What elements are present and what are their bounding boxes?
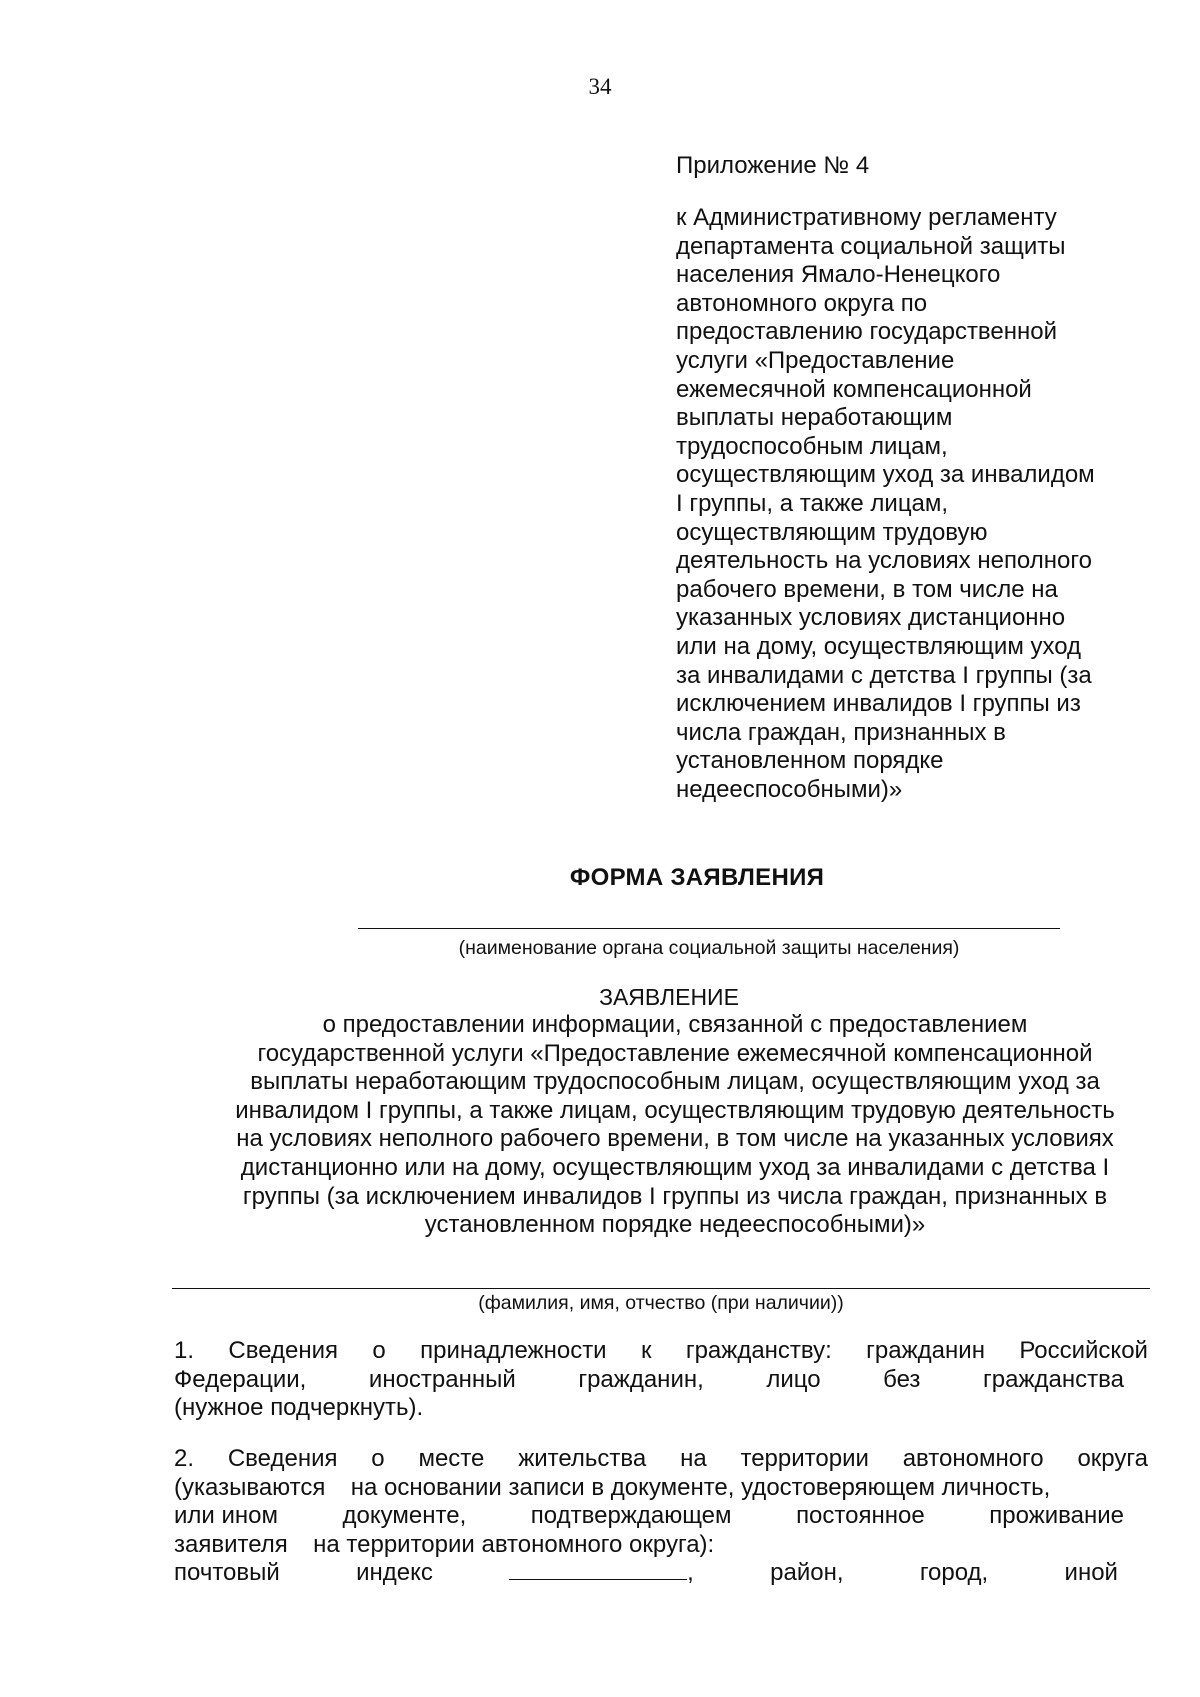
statement-line: группы (за исключением инвалидов I группы из числа граждан, признанных в xyxy=(242,1182,1108,1210)
statement-line: о предоставлении информации, связанной с предоставлением xyxy=(322,1011,1028,1038)
item-residence-address-line: почтовый индекс , район, город, иной xyxy=(174,1559,1118,1587)
word: к xyxy=(640,1337,652,1364)
appendix-reference-line: департамента социальной защиты xyxy=(676,232,1066,260)
word: месте xyxy=(418,1445,485,1472)
word: 2. xyxy=(174,1445,195,1472)
appendix-reference-line: рабочего времени, в том числе на xyxy=(676,575,1058,603)
appendix-reference xyxy=(676,204,1146,804)
word: округа xyxy=(1077,1445,1148,1472)
word: документе, xyxy=(342,1502,467,1530)
word: иностранный xyxy=(368,1365,516,1393)
word: проживание xyxy=(989,1502,1124,1530)
appendix-reference-line: осуществляющим уход за инвалидом xyxy=(676,461,1095,489)
appendix-reference-line: трудоспособным лицам, xyxy=(676,432,948,460)
org-name-blank-line xyxy=(358,928,1060,929)
word: лицо xyxy=(766,1365,821,1393)
fio-caption: (фамилия, имя, отчество (при наличии)) xyxy=(478,1292,844,1314)
word: гражданин, xyxy=(578,1365,704,1393)
appendix-reference-line: установленном порядке xyxy=(676,747,944,775)
word: автономного xyxy=(902,1445,1044,1472)
statement-line: установленном порядке недееспособными)» xyxy=(424,1211,926,1239)
word: без xyxy=(883,1365,921,1393)
word: на xyxy=(680,1445,707,1472)
statement-title: ЗАЯВЛЕНИЕ xyxy=(599,984,739,1010)
word: жительства xyxy=(518,1445,647,1472)
appendix-reference-line: осуществляющим трудовую xyxy=(676,518,988,546)
appendix-reference-line: деятельность на условиях неполного xyxy=(676,547,1092,575)
word: или ином xyxy=(174,1502,278,1530)
item-residence-line xyxy=(174,1502,1148,1531)
appendix-reference-line: услуги «Предоставление xyxy=(676,346,955,374)
postal-index-blank[interactable] xyxy=(509,1559,687,1580)
word: Российской xyxy=(1019,1337,1148,1364)
appendix-reference-line: ежемесячной компенсационной xyxy=(676,375,1032,403)
word: принадлежности xyxy=(420,1337,607,1364)
appendix-reference-line: числа граждан, признанных в xyxy=(676,718,1006,746)
word: гражданства xyxy=(983,1365,1124,1393)
word: Сведения xyxy=(228,1337,339,1364)
appendix-reference-line: недееспособными)» xyxy=(676,775,903,803)
word: о xyxy=(372,1337,386,1364)
statement-body xyxy=(170,1011,1180,1240)
page-number: 34 xyxy=(588,74,612,99)
statement-line: дистанционно или на дому, осуществляющим уход за инвалидами с детства I xyxy=(240,1153,1110,1181)
statement-line: выплаты неработающим трудоспособным лицам, осуществляющим уход за xyxy=(250,1068,1100,1096)
word: Сведения xyxy=(227,1445,338,1472)
word: гражданин xyxy=(866,1337,985,1364)
statement-line: государственной услуги «Предоставление ежемесячной компенсационной xyxy=(257,1039,1093,1067)
form-title: ФОРМА ЗАЯВЛЕНИЯ xyxy=(569,864,825,891)
word: подтверждающем xyxy=(530,1502,732,1530)
word: Федерации, xyxy=(174,1365,307,1393)
item-residence-line: заявителя на территории автономного округа): xyxy=(174,1530,715,1558)
appendix-reference-line: населения Ямало-Ненецкого xyxy=(676,261,1001,289)
word: территории xyxy=(740,1445,869,1472)
word: постоянное xyxy=(796,1502,925,1530)
item-citizenship-line xyxy=(174,1366,1148,1395)
item-residence-line xyxy=(174,1445,1148,1474)
appendix-reference-line: к Административному регламенту xyxy=(676,204,1057,231)
item-residence xyxy=(174,1445,1148,1588)
appendix-reference-line: I группы, а также лицам, xyxy=(676,489,949,517)
word: гражданству: xyxy=(685,1337,832,1364)
item-citizenship-line xyxy=(174,1337,1148,1366)
fio-blank-line xyxy=(172,1288,1150,1289)
appendix-reference-line: автономного округа по xyxy=(676,289,928,317)
appendix-reference-line: или на дому, осуществляющим уход xyxy=(676,632,1082,660)
org-name-caption: (наименование органа социальной защиты населения) xyxy=(458,937,960,959)
statement-line: на условиях неполного рабочего времени, в том числе на указанных условиях xyxy=(236,1125,1114,1153)
item-citizenship-note: (нужное подчеркнуть). xyxy=(174,1394,424,1422)
appendix-reference-line: за инвалидами с детства I группы (за xyxy=(676,661,1092,689)
statement-line: инвалидом I группы, а также лицам, осуществляющим трудовую деятельность xyxy=(235,1096,1115,1124)
word: о xyxy=(371,1445,385,1472)
appendix-reference-line: указанных условиях дистанционно xyxy=(676,604,1066,632)
item-citizenship xyxy=(174,1337,1148,1423)
appendix-reference-line: выплаты неработающим xyxy=(676,404,953,432)
appendix-reference-line: предоставлению государственной xyxy=(676,318,1058,346)
word: 1. xyxy=(174,1337,195,1364)
item-residence-line: (указываются на основании записи в документе, удостоверяющем личность, xyxy=(174,1473,1051,1501)
appendix-reference-line: исключением инвалидов I группы из xyxy=(676,690,1081,718)
appendix-title: Приложение № 4 xyxy=(676,152,870,179)
